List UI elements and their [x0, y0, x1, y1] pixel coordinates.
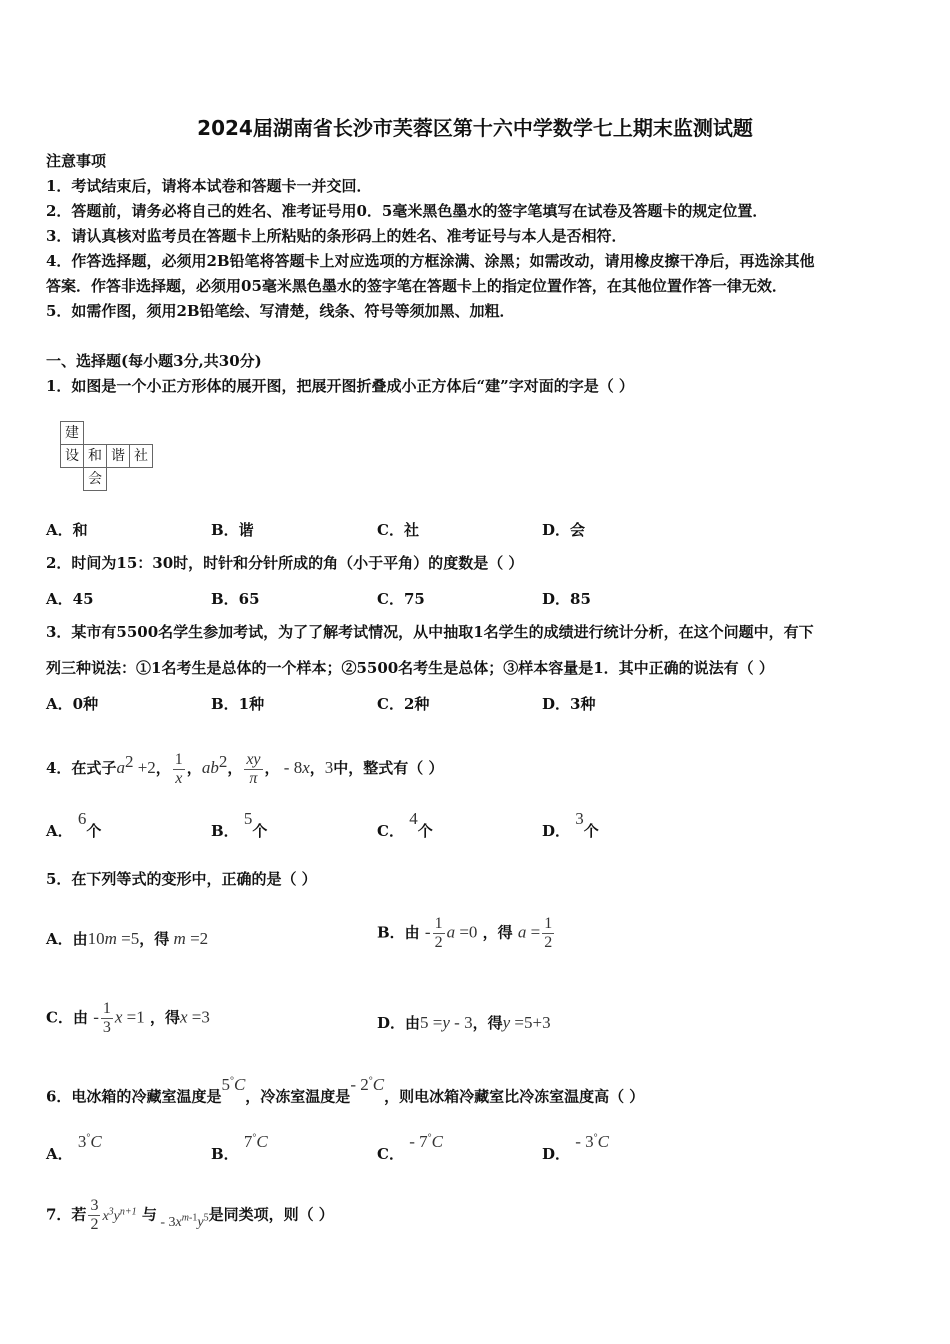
option-a: A．45 — [46, 590, 94, 608]
option-b: B． 5个 — [211, 809, 268, 840]
option-a: A．0种 — [46, 695, 99, 713]
question-3-line2: 列三种说法：①1名考生是总体的一个样本；②5500名考生是总体；③样本容量是1．其中正确的说法有（ ） — [46, 659, 774, 677]
notice-item: 2．答题前，请务必将自己的姓名、准考证号用0．5毫米黑色墨水的签字笔填写在试卷及答题卡的规定位置． — [46, 202, 768, 220]
option-b: B．65 — [211, 590, 260, 608]
page-title: 2024届湖南省长沙市芙蓉区第十六中学数学七上期末监测试题 — [197, 116, 753, 140]
option-b: B． 7°C — [211, 1132, 268, 1163]
notice-heading: 注意事项 — [46, 152, 107, 170]
option-c: C．社 — [377, 521, 419, 539]
net-cell: 社 — [129, 444, 153, 468]
question-5: 5．在下列等式的变形中，正确的是（ ） — [46, 870, 317, 888]
fraction-1-over-x: $\frac{1}{x}$ — [174, 750, 183, 787]
option-a: A．由10m =5，得 m =2 — [46, 929, 209, 948]
option-a: A． 6个 — [46, 809, 102, 840]
fraction-xy-over-pi: $\frac{xy}{\pi}$ — [246, 750, 261, 787]
option-c: C．由 - $\frac{1}{3}$ x =1 ，得x =3 — [46, 1000, 210, 1036]
option-c: C．75 — [377, 590, 425, 608]
net-cell: 设 — [60, 444, 84, 468]
option-d: D．85 — [542, 590, 591, 608]
net-cell: 建 — [60, 421, 84, 445]
option-c: C．2种 — [377, 695, 430, 713]
question-6: 6．电冰箱的冷藏室温度是5°C，冷冻室温度是- 2°C，则电冰箱冷藏室比冷冻室温度高（ ） — [46, 1074, 645, 1106]
question-4: 4．在式子$a^2 +2$， $\frac{1}{x}$ ，$ab^2$， $\frac{xy}{\pi}$ ， - 8x，3中，整式有（ ） — [46, 750, 444, 787]
option-b: B．1种 — [211, 695, 265, 713]
option-d: D．3种 — [542, 695, 596, 713]
notice-item: 答案．作答非选择题，必须用05毫米黑色墨水的签字笔在答题卡上的指定位置作答，在其他位置作答一律无效． — [46, 277, 787, 295]
notice-item: 4．作答选择题，必须用2B铅笔将答题卡上对应选项的方框涂满、涂黑；如需改动，请用橡皮擦干净后，再选涂其他 — [46, 252, 815, 270]
option-d: D． 3个 — [542, 809, 599, 840]
question-3-line1: 3．某市有5500名学生参加考试，为了了解考试情况，从中抽取1名学生的成绩进行统计分析，在这个问题中，有下 — [46, 623, 814, 641]
option-a: A．和 — [46, 521, 88, 539]
notice-item: 3．请认真核对监考员在答题卡上所粘贴的条形码上的姓名、准考证号与本人是否相符． — [46, 227, 627, 245]
option-d: D．会 — [542, 521, 586, 539]
question-text: 4．在式子 — [46, 759, 117, 777]
option-a: A． 3°C — [46, 1132, 102, 1163]
option-b: B．谐 — [211, 521, 254, 539]
section-heading: 一、选择题(每小题3分,共30分) — [46, 352, 262, 370]
option-c: C． - 7°C — [377, 1132, 443, 1163]
question-2: 2．时间为15：30时，时针和分针所成的角（小于平角）的度数是（ ） — [46, 554, 524, 572]
option-d: D． - 3°C — [542, 1132, 610, 1163]
notice-item: 5．如需作图，须用2B铅笔绘、写清楚，线条、符号等须加黑、加粗． — [46, 302, 515, 320]
question-text: 中，整式有（ ） — [333, 759, 444, 777]
option-d: D．由5 =y - 3，得y =5+3 — [377, 1013, 551, 1032]
option-b: B．由 - $\frac{1}{2}$ a =0 ，得 a = $\frac{1}{2}$ — [377, 915, 553, 951]
net-cell: 谐 — [106, 444, 130, 468]
net-cell: 和 — [83, 444, 107, 468]
question-7: 7．若 $\frac{3}{2}$ $x^3y^{n+1}$ 与 - $3x^{m-1}y^5$是同类项，则（ ） — [46, 1197, 334, 1234]
question-1: 1．如图是一个小正方形体的展开图，把展开图折叠成小正方体后“建”字对面的字是（ ） — [46, 377, 634, 395]
option-c: C． 4个 — [377, 809, 433, 840]
net-cell: 会 — [83, 467, 107, 491]
notice-item: 1．考试结束后，请将本试卷和答题卡一并交回． — [46, 177, 372, 195]
